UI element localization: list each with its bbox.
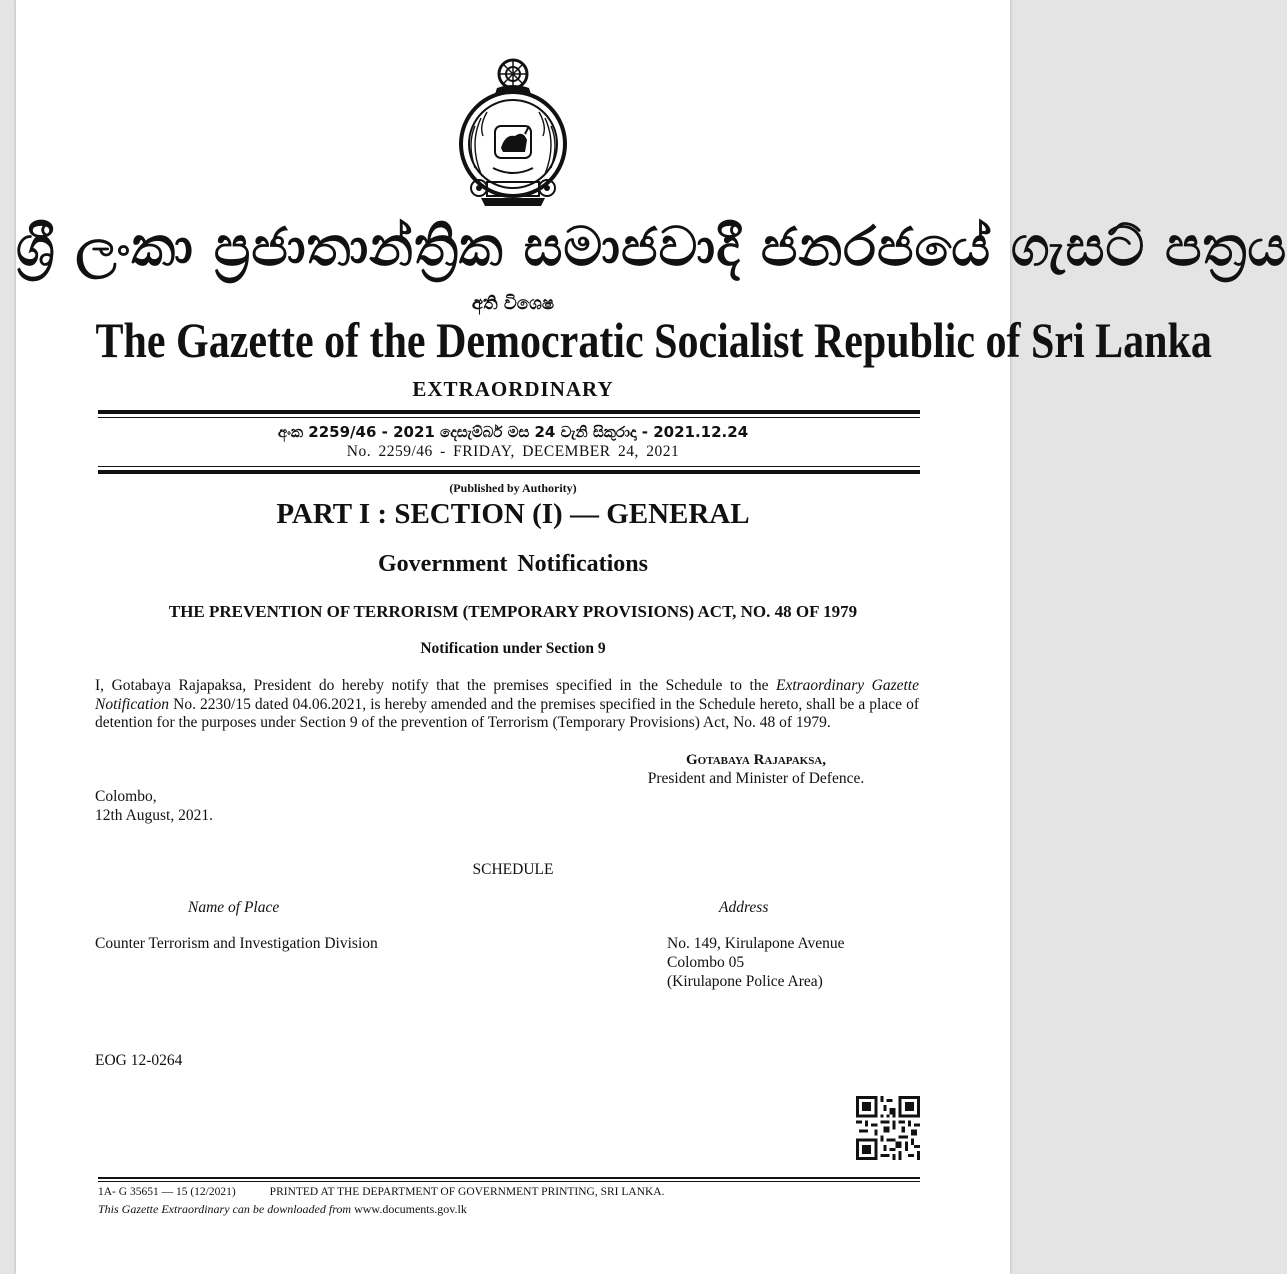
- schedule-address: [667, 934, 845, 991]
- reference-number: EOG 12-0264: [95, 1052, 183, 1069]
- address-line: Colombo 05: [667, 954, 745, 971]
- signature-block: [596, 751, 916, 788]
- extraordinary-label: EXTRAORDINARY: [412, 377, 614, 401]
- act-title: THE PREVENTION OF TERRORISM (TEMPORARY PROVISIONS) ACT, NO. 48 OF 1979: [168, 602, 858, 621]
- header-rule-thick-bottom: [98, 470, 920, 474]
- part-section-heading: PART I : SECTION (I) — GENERAL: [276, 498, 750, 530]
- place-date-block: [95, 787, 213, 825]
- qr-code-icon: [856, 1096, 920, 1160]
- gazette-page: [16, 0, 1287, 1274]
- sinhala-extraordinary-label: අති විශෙෂ: [471, 293, 555, 314]
- sinhala-gazette-title: ශ්‍රී ලංකා ප්‍රජාතාන්ත්‍රික සමාජවාදී ජනරජයේ ගැසට් පත්‍රය: [16, 215, 1287, 278]
- body-text-italic: Extraordinary Gazette Notification: [95, 677, 919, 713]
- sri-lanka-emblem-icon: [457, 56, 569, 208]
- gazette-title: The Gazette of the Democratic Socialist Republic of Sri Lanka: [95, 312, 1212, 368]
- signer-name: Gotabaya Rajapaksa,: [685, 752, 827, 768]
- footer-rule-thick: [98, 1177, 920, 1179]
- schedule-column-name: Name of Place: [188, 899, 280, 916]
- place: Colombo,: [95, 788, 157, 805]
- date: 12th August, 2021.: [95, 807, 213, 824]
- address-line: (Kirulapone Police Area): [667, 973, 823, 990]
- header-rule-thin-bottom: [98, 466, 920, 467]
- category-heading: Government Notifications: [378, 551, 648, 577]
- address-line: No. 149, Kirulapone Avenue: [667, 935, 845, 952]
- body-text-part1: I, Gotabaya Rajapaksa, President do hereby notify that the premises specified in the Schedule to the: [95, 677, 776, 694]
- notification-body: [95, 677, 919, 733]
- download-note-text: This Gazette Extraordinary can be downloaded from: [98, 1202, 352, 1216]
- published-by-authority: (Published by Authority): [449, 481, 577, 495]
- print-code: 1A- G 35651 — 15 (12/2021): [98, 1186, 236, 1198]
- issue-number-english: No. 2259/46 - FRIDAY, DECEMBER 24, 2021: [346, 443, 680, 460]
- footer-rule-thin: [98, 1181, 920, 1182]
- header-rule-thin-top: [98, 417, 920, 418]
- body-text-part2: No. 2230/15 dated 04.06.2021, is hereby amended and the premises specified in the Schedule hereto, shall be a place of detention for the purposes under Section 9 of the prevention of Terrorism (Temporary Provisions) Act, No. 48 of 1979.: [95, 695, 919, 731]
- issue-number-sinhala: අංක 2259/46 - 2021 දෙසැම්බර් මස 24 වැනි සිකුරාදා - 2021.12.24: [277, 423, 749, 441]
- schedule-heading: SCHEDULE: [472, 861, 554, 878]
- footer-print-info: [98, 1185, 664, 1199]
- printed-by: PRINTED AT THE DEPARTMENT OF GOVERNMENT PRINTING, SRI LANKA.: [269, 1186, 665, 1198]
- footer-download-note: [98, 1202, 467, 1217]
- schedule-column-address: Address: [719, 899, 769, 916]
- notification-heading: Notification under Section 9: [420, 640, 606, 657]
- schedule-place-name: Counter Terrorism and Investigation Division: [95, 935, 378, 952]
- signer-title: President and Minister of Defence.: [647, 769, 865, 787]
- header-rule-thick-top: [98, 410, 920, 414]
- download-url[interactable]: www.documents.gov.lk: [354, 1202, 467, 1216]
